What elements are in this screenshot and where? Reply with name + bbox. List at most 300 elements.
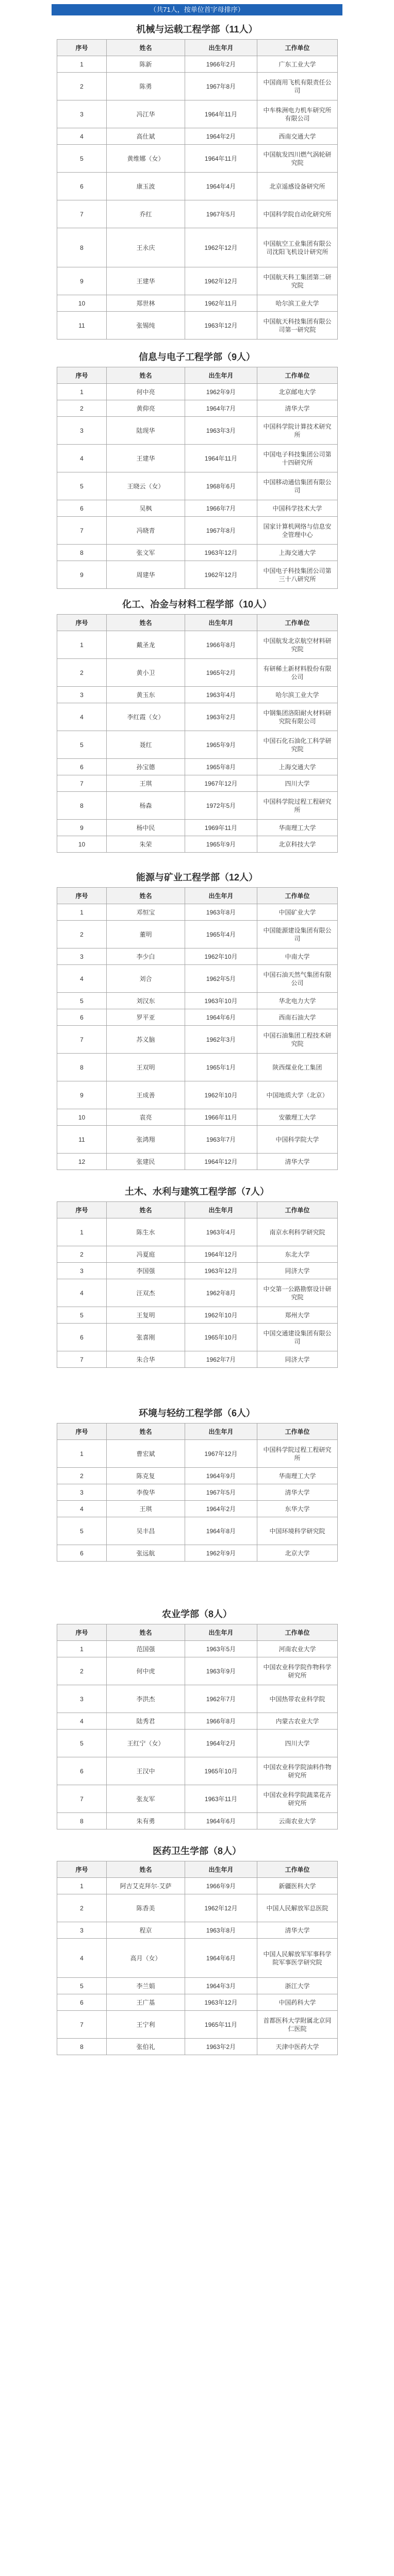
- cell-birth: 1967年12月: [185, 775, 257, 792]
- cell-birth: 1963年11月: [185, 1785, 257, 1813]
- cell-index: 4: [57, 1713, 107, 1730]
- cell-name: 高月（女）: [107, 1939, 185, 1978]
- cell-birth: 1963年7月: [185, 1126, 257, 1154]
- table-row: [57, 904, 338, 921]
- cell-index: 5: [57, 731, 107, 759]
- table-row: [57, 2011, 338, 2039]
- table-row: [57, 792, 338, 820]
- cell-name: 王晓云（女）: [107, 472, 185, 500]
- table-row: [57, 1730, 338, 1757]
- table-row: [57, 1279, 338, 1307]
- cell-birth: 1962年7月: [185, 1685, 257, 1713]
- table-row: [57, 687, 338, 703]
- intro-banner: （共71人，按单位首字母排序）: [52, 4, 342, 15]
- table-row: [57, 1785, 338, 1813]
- cell-birth: 1962年12月: [185, 1894, 257, 1922]
- col-header-birth: 出生年月: [185, 615, 257, 631]
- table-row: [57, 100, 338, 128]
- cell-name: 邓恒宝: [107, 904, 185, 921]
- col-header-birth: 出生年月: [185, 888, 257, 904]
- member-table: [57, 887, 338, 1170]
- member-table: [57, 614, 338, 853]
- cell-name: 张远航: [107, 1545, 185, 1562]
- col-header-birth: 出生年月: [185, 40, 257, 56]
- cell-index: 8: [57, 228, 107, 267]
- cell-birth: 1965年11月: [185, 2011, 257, 2039]
- table-row: [57, 1246, 338, 1263]
- table-row: [57, 631, 338, 659]
- cell-index: 1: [57, 1218, 107, 1246]
- col-header-unit: 工作单位: [257, 367, 338, 384]
- table-row: [57, 948, 338, 965]
- cell-unit: 云南农业大学: [257, 1813, 338, 1829]
- cell-name: 李红霞（女）: [107, 703, 185, 731]
- col-header-unit: 工作单位: [257, 1624, 338, 1641]
- section-title: 环境与轻纺工程学部（6人）: [138, 1408, 255, 1418]
- cell-name: 陆现华: [107, 417, 185, 445]
- cell-index: 11: [57, 1126, 107, 1154]
- cell-name: 聂红: [107, 731, 185, 759]
- cell-name: 袁亮: [107, 1109, 185, 1126]
- cell-unit: 河南农业大学: [257, 1641, 338, 1657]
- section-title: 农业学部（8人）: [161, 1609, 232, 1619]
- cell-unit: 安徽理工大学: [257, 1109, 338, 1126]
- cell-unit: 浙江大学: [257, 1978, 338, 1994]
- cell-index: 5: [57, 1730, 107, 1757]
- cell-unit: 北京邮电大学: [257, 384, 338, 400]
- cell-index: 6: [57, 500, 107, 517]
- cell-unit: 中国农业科学院作物科学研究所: [257, 1657, 338, 1685]
- cell-index: 5: [57, 472, 107, 500]
- cell-birth: 1963年4月: [185, 1218, 257, 1246]
- table-row: [57, 384, 338, 400]
- cell-birth: 1962年10月: [185, 1307, 257, 1324]
- cell-unit: 中国电子科技集团公司第十四研究所: [257, 445, 338, 472]
- cell-unit: 西南交通大学: [257, 128, 338, 145]
- cell-index: 11: [57, 312, 107, 340]
- col-header-unit: 工作单位: [257, 1202, 338, 1218]
- table-row: [57, 500, 338, 517]
- section-title: 机械与运载工程学部（11人）: [136, 24, 258, 35]
- col-header-birth: 出生年月: [185, 367, 257, 384]
- cell-unit: 南京水利科学研究院: [257, 1218, 338, 1246]
- cell-name: 陈香美: [107, 1894, 185, 1922]
- cell-name: 曹宏斌: [107, 1440, 185, 1468]
- table-row: [57, 1109, 338, 1126]
- table-row: [57, 1545, 338, 1562]
- cell-name: 王建华: [107, 267, 185, 295]
- cell-index: 10: [57, 836, 107, 853]
- table-row: [57, 312, 338, 340]
- cell-birth: 1963年12月: [185, 1263, 257, 1279]
- table-row: [57, 472, 338, 500]
- cell-index: 7: [57, 1785, 107, 1813]
- cell-name: 黄玉东: [107, 687, 185, 703]
- col-header-name: 姓名: [107, 888, 185, 904]
- cell-unit: 中国交通建设集团有限公司: [257, 1324, 338, 1351]
- cell-name: 康玉波: [107, 173, 185, 200]
- cell-index: 6: [57, 1324, 107, 1351]
- member-table: [57, 1861, 338, 2055]
- cell-birth: 1967年8月: [185, 73, 257, 100]
- cell-index: 8: [57, 792, 107, 820]
- cell-unit: 华北电力大学: [257, 993, 338, 1009]
- cell-unit: 郑州大学: [257, 1307, 338, 1324]
- cell-birth: 1965年9月: [185, 836, 257, 853]
- cell-birth: 1963年2月: [185, 2039, 257, 2055]
- cell-unit: 哈尔滨工业大学: [257, 295, 338, 312]
- cell-index: 9: [57, 1081, 107, 1109]
- cell-birth: 1966年9月: [185, 1878, 257, 1894]
- cell-index: 2: [57, 921, 107, 948]
- cell-index: 1: [57, 631, 107, 659]
- cell-birth: 1964年12月: [185, 1154, 257, 1170]
- cell-name: 李兰娟: [107, 1978, 185, 1994]
- cell-birth: 1963年3月: [185, 417, 257, 445]
- cell-birth: 1963年5月: [185, 1641, 257, 1657]
- cell-birth: 1962年10月: [185, 1081, 257, 1109]
- section-title: 医药卫生学部（8人）: [152, 1846, 241, 1856]
- cell-name: 冯晓青: [107, 517, 185, 545]
- cell-index: 4: [57, 703, 107, 731]
- cell-birth: 1965年9月: [185, 731, 257, 759]
- cell-birth: 1963年8月: [185, 1922, 257, 1939]
- cell-birth: 1968年6月: [185, 472, 257, 500]
- table-row: [57, 561, 338, 589]
- cell-index: 1: [57, 1440, 107, 1468]
- cell-index: 4: [57, 128, 107, 145]
- cell-birth: 1965年10月: [185, 1324, 257, 1351]
- cell-name: 张文军: [107, 545, 185, 561]
- cell-unit: 中国科学院过程工程研究所: [257, 1440, 338, 1468]
- cell-name: 杨森: [107, 792, 185, 820]
- cell-index: 8: [57, 2039, 107, 2055]
- cell-birth: 1963年12月: [185, 545, 257, 561]
- col-header-name: 姓名: [107, 1423, 185, 1440]
- col-header-birth: 出生年月: [185, 1423, 257, 1440]
- cell-index: 4: [57, 1501, 107, 1517]
- table-row: [57, 173, 338, 200]
- cell-name: 黄维娜（女）: [107, 145, 185, 173]
- col-header-unit: 工作单位: [257, 615, 338, 631]
- cell-unit: 哈尔滨工业大学: [257, 687, 338, 703]
- cell-birth: 1967年8月: [185, 517, 257, 545]
- cell-index: 8: [57, 1054, 107, 1081]
- section-title: 信息与电子工程学部（9人）: [138, 352, 255, 362]
- cell-name: 罗平亚: [107, 1009, 185, 1026]
- cell-birth: 1963年12月: [185, 312, 257, 340]
- col-header-unit: 工作单位: [257, 888, 338, 904]
- cell-birth: 1962年12月: [185, 228, 257, 267]
- cell-unit: 中国科学院过程工程研究所: [257, 792, 338, 820]
- cell-unit: 首都医科大学附属北京同仁医院: [257, 2011, 338, 2039]
- cell-name: 何中虎: [107, 1657, 185, 1685]
- table-row: [57, 400, 338, 417]
- cell-index: 6: [57, 1757, 107, 1785]
- cell-unit: 国家计算机网络与信息安全管理中心: [257, 517, 338, 545]
- table-row: [57, 775, 338, 792]
- table-row: [57, 1878, 338, 1894]
- col-header-unit: 工作单位: [257, 40, 338, 56]
- cell-index: 8: [57, 545, 107, 561]
- table-row: [57, 295, 338, 312]
- cell-unit: 东华大学: [257, 1501, 338, 1517]
- cell-name: 何中亮: [107, 384, 185, 400]
- cell-unit: 中国药科大学: [257, 1994, 338, 2011]
- col-header-index: 序号: [57, 1202, 107, 1218]
- cell-birth: 1967年5月: [185, 1484, 257, 1501]
- cell-name: 陈勇: [107, 73, 185, 100]
- cell-unit: 中国石油天然气集团有限公司: [257, 965, 338, 993]
- cell-birth: 1964年8月: [185, 1517, 257, 1545]
- table-row: [57, 417, 338, 445]
- cell-index: 3: [57, 417, 107, 445]
- cell-birth: 1964年11月: [185, 445, 257, 472]
- cell-name: 朱有勇: [107, 1813, 185, 1829]
- cell-index: 7: [57, 1351, 107, 1368]
- cell-name: 黄小卫: [107, 659, 185, 687]
- col-header-name: 姓名: [107, 1861, 185, 1878]
- cell-name: 孙宝德: [107, 759, 185, 775]
- cell-name: 高仕斌: [107, 128, 185, 145]
- cell-name: 王双明: [107, 1054, 185, 1081]
- cell-unit: 北京大学: [257, 1545, 338, 1562]
- cell-index: 3: [57, 687, 107, 703]
- table-row: [57, 759, 338, 775]
- cell-index: 3: [57, 1685, 107, 1713]
- cell-index: 2: [57, 400, 107, 417]
- cell-unit: 内蒙古农业大学: [257, 1713, 338, 1730]
- table-row: [57, 1263, 338, 1279]
- cell-birth: 1964年2月: [185, 128, 257, 145]
- cell-unit: 上海交通大学: [257, 759, 338, 775]
- table-row: [57, 1657, 338, 1685]
- table-row: [57, 659, 338, 687]
- cell-birth: 1964年4月: [185, 173, 257, 200]
- cell-index: 7: [57, 1026, 107, 1054]
- cell-index: 5: [57, 993, 107, 1009]
- cell-unit: 北京科技大学: [257, 836, 338, 853]
- section-title: 土木、水利与建筑工程学部（7人）: [124, 1187, 269, 1197]
- cell-name: 朱荣: [107, 836, 185, 853]
- table-row: [57, 2039, 338, 2055]
- cell-index: 4: [57, 445, 107, 472]
- cell-unit: 华南理工大学: [257, 1468, 338, 1484]
- cell-name: 王宁利: [107, 2011, 185, 2039]
- cell-birth: 1962年9月: [185, 384, 257, 400]
- cell-index: 7: [57, 200, 107, 228]
- cell-index: 6: [57, 1994, 107, 2011]
- cell-name: 王复明: [107, 1307, 185, 1324]
- cell-name: 张伯礼: [107, 2039, 185, 2055]
- member-table: [57, 1423, 338, 1562]
- cell-unit: 清华大学: [257, 1922, 338, 1939]
- cell-unit: 中国移动通信集团有限公司: [257, 472, 338, 500]
- cell-birth: 1966年8月: [185, 1713, 257, 1730]
- cell-name: 张建民: [107, 1154, 185, 1170]
- cell-unit: 清华大学: [257, 1484, 338, 1501]
- cell-birth: 1966年2月: [185, 56, 257, 73]
- col-header-name: 姓名: [107, 1202, 185, 1218]
- cell-index: 4: [57, 1939, 107, 1978]
- cell-name: 张友军: [107, 1785, 185, 1813]
- section-title: 化工、冶金与材料工程学部（10人）: [122, 599, 272, 609]
- col-header-name: 姓名: [107, 1624, 185, 1641]
- cell-birth: 1966年7月: [185, 500, 257, 517]
- table-row: [57, 820, 338, 836]
- cell-index: 5: [57, 1978, 107, 1994]
- table-row: [57, 1517, 338, 1545]
- member-table: [57, 1624, 338, 1829]
- table-row: [57, 1351, 338, 1368]
- table-row: [57, 703, 338, 731]
- cell-birth: 1969年11月: [185, 820, 257, 836]
- col-header-birth: 出生年月: [185, 1624, 257, 1641]
- col-header-unit: 工作单位: [257, 1423, 338, 1440]
- cell-index: 3: [57, 100, 107, 128]
- table-row: [57, 1939, 338, 1978]
- cell-birth: 1963年9月: [185, 1657, 257, 1685]
- cell-name: 王琪: [107, 1501, 185, 1517]
- table-row: [57, 1081, 338, 1109]
- table-row: [57, 1440, 338, 1468]
- cell-name: 王成善: [107, 1081, 185, 1109]
- cell-unit: 新疆医科大学: [257, 1878, 338, 1894]
- cell-birth: 1964年7月: [185, 400, 257, 417]
- cell-name: 黄仰亮: [107, 400, 185, 417]
- member-table: [57, 39, 338, 340]
- cell-unit: 中国航发北京航空材料研究院: [257, 631, 338, 659]
- table-row: [57, 1757, 338, 1785]
- cell-unit: 四川大学: [257, 775, 338, 792]
- cell-index: 1: [57, 384, 107, 400]
- col-header-index: 序号: [57, 40, 107, 56]
- col-header-birth: 出生年月: [185, 1202, 257, 1218]
- cell-birth: 1963年2月: [185, 703, 257, 731]
- table-row: [57, 1154, 338, 1170]
- table-row: [57, 1994, 338, 2011]
- cell-unit: 中国航天科工集团第二研究院: [257, 267, 338, 295]
- cell-unit: 广东工业大学: [257, 56, 338, 73]
- cell-unit: 中国矿业大学: [257, 904, 338, 921]
- section-title: 能源与矿业工程学部（12人）: [136, 872, 258, 883]
- cell-index: 1: [57, 1878, 107, 1894]
- cell-unit: 上海交通大学: [257, 545, 338, 561]
- table-row: [57, 1813, 338, 1829]
- table-row: [57, 1126, 338, 1154]
- cell-name: 冯江华: [107, 100, 185, 128]
- member-table: [57, 1201, 338, 1368]
- col-header-index: 序号: [57, 888, 107, 904]
- table-row: [57, 1894, 338, 1922]
- cell-index: 7: [57, 775, 107, 792]
- cell-name: 王琪: [107, 775, 185, 792]
- table-row: [57, 145, 338, 173]
- cell-unit: 天津中医药大学: [257, 2039, 338, 2055]
- table-row: [57, 836, 338, 853]
- cell-birth: 1964年2月: [185, 1501, 257, 1517]
- cell-name: 张喜刚: [107, 1324, 185, 1351]
- cell-birth: 1963年4月: [185, 687, 257, 703]
- col-header-birth: 出生年月: [185, 1861, 257, 1878]
- cell-unit: 中国人民解放军总医院: [257, 1894, 338, 1922]
- cell-index: 10: [57, 295, 107, 312]
- table-row: [57, 1054, 338, 1081]
- cell-unit: 西南石油大学: [257, 1009, 338, 1026]
- cell-index: 6: [57, 759, 107, 775]
- cell-name: 李洪杰: [107, 1685, 185, 1713]
- table-row: [57, 56, 338, 73]
- cell-index: 9: [57, 561, 107, 589]
- cell-index: 1: [57, 56, 107, 73]
- cell-name: 范国强: [107, 1641, 185, 1657]
- cell-name: 王汉中: [107, 1757, 185, 1785]
- cell-index: 1: [57, 904, 107, 921]
- cell-name: 陈克复: [107, 1468, 185, 1484]
- cell-index: 10: [57, 1109, 107, 1126]
- cell-name: 杨中民: [107, 820, 185, 836]
- cell-birth: 1962年9月: [185, 1545, 257, 1562]
- cell-name: 程京: [107, 1922, 185, 1939]
- cell-unit: 中国地质大学（北京）: [257, 1081, 338, 1109]
- table-row: [57, 228, 338, 267]
- cell-index: 3: [57, 1484, 107, 1501]
- col-header-index: 序号: [57, 367, 107, 384]
- cell-name: 王建华: [107, 445, 185, 472]
- cell-name: 苏义脑: [107, 1026, 185, 1054]
- cell-birth: 1964年12月: [185, 1246, 257, 1263]
- table-row: [57, 545, 338, 561]
- cell-birth: 1965年2月: [185, 659, 257, 687]
- cell-name: 戴圣龙: [107, 631, 185, 659]
- cell-index: 2: [57, 1468, 107, 1484]
- cell-index: 5: [57, 1517, 107, 1545]
- cell-index: 7: [57, 517, 107, 545]
- table-row: [57, 1009, 338, 1026]
- cell-name: 阿吉艾克拜尔·艾萨: [107, 1878, 185, 1894]
- cell-birth: 1966年8月: [185, 631, 257, 659]
- cell-birth: 1965年10月: [185, 1757, 257, 1785]
- cell-unit: 中国航天科技集团有限公司第一研究院: [257, 312, 338, 340]
- col-header-index: 序号: [57, 1423, 107, 1440]
- table-row: [57, 200, 338, 228]
- cell-birth: 1962年3月: [185, 1026, 257, 1054]
- cell-index: 2: [57, 1657, 107, 1685]
- cell-index: 12: [57, 1154, 107, 1170]
- cell-birth: 1962年5月: [185, 965, 257, 993]
- cell-index: 2: [57, 1246, 107, 1263]
- cell-unit: 中国环境科学研究院: [257, 1517, 338, 1545]
- cell-unit: 中国石油集团工程技术研究院: [257, 1026, 338, 1054]
- table-row: [57, 993, 338, 1009]
- table-row: [57, 921, 338, 948]
- cell-index: 9: [57, 820, 107, 836]
- cell-name: 周建华: [107, 561, 185, 589]
- cell-unit: 清华大学: [257, 1154, 338, 1170]
- cell-index: 3: [57, 1263, 107, 1279]
- table-row: [57, 267, 338, 295]
- cell-index: 2: [57, 1894, 107, 1922]
- cell-name: 乔红: [107, 200, 185, 228]
- table-row: [57, 517, 338, 545]
- col-header-index: 序号: [57, 1624, 107, 1641]
- cell-unit: 同济大学: [257, 1263, 338, 1279]
- cell-name: 李俊华: [107, 1484, 185, 1501]
- cell-birth: 1967年5月: [185, 200, 257, 228]
- table-row: [57, 1324, 338, 1351]
- cell-birth: 1962年12月: [185, 561, 257, 589]
- cell-name: 郑世林: [107, 295, 185, 312]
